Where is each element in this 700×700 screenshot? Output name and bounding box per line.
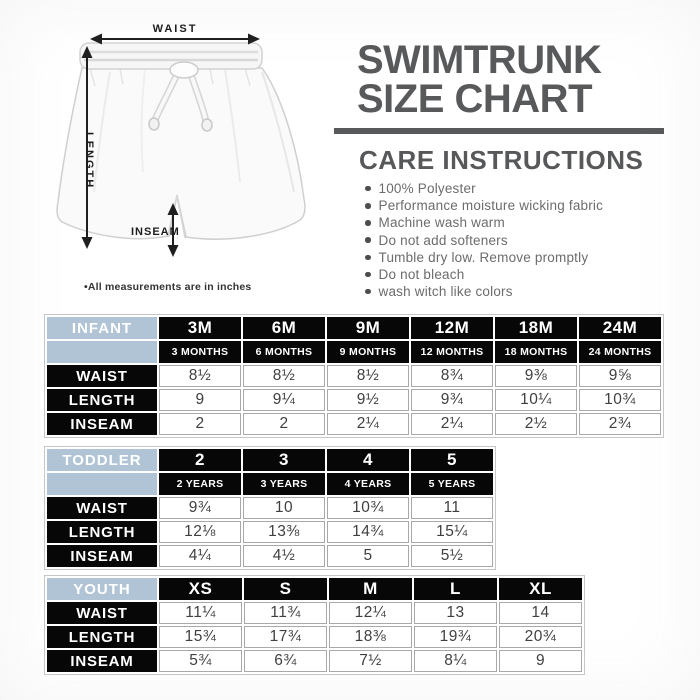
measurement-value-cell: 7½ [329, 650, 412, 672]
size-header-cell: S [244, 578, 327, 600]
size-header-cell: 6M [243, 317, 325, 339]
size-header-row [47, 578, 582, 600]
care-instruction-item [365, 249, 603, 266]
size-subtitle-cell: 3 MONTHS [159, 341, 241, 363]
title-line-1: SWIMTRUNK [357, 38, 602, 82]
size-header-cell: 12M [411, 317, 493, 339]
page-title [357, 38, 677, 121]
size-header-cell: 3M [159, 317, 241, 339]
measurement-value-cell: 14¾ [327, 521, 409, 543]
measurement-value-cell: 9¼ [243, 389, 325, 411]
group-label-cell: INFANT [47, 317, 157, 339]
measurement-value-cell: 8½ [159, 365, 241, 387]
measurement-value-cell: 11 [411, 497, 493, 519]
measurement-value-cell: 4¼ [159, 545, 241, 567]
measurement-value-cell: 6¾ [244, 650, 327, 672]
size-header-cell: 9M [327, 317, 409, 339]
measure-row-label: LENGTH [47, 521, 157, 543]
measurement-value-cell: 5¾ [159, 650, 242, 672]
measurement-value-cell: 2 [243, 413, 325, 435]
care-instruction-text: Do not add softeners [378, 232, 508, 248]
table-row [47, 389, 661, 411]
measurement-value-cell: 2¼ [327, 413, 409, 435]
size-header-cell: L [414, 578, 497, 600]
size-subtitle-cell: 24 MONTHS [579, 341, 661, 363]
care-instruction-item [365, 180, 603, 197]
care-instruction-item [365, 214, 603, 231]
measurement-value-cell: 9½ [327, 389, 409, 411]
length-measurement-label: LENGTH [83, 132, 95, 190]
table-row [47, 413, 661, 435]
measurement-value-cell: 5 [327, 545, 409, 567]
measure-row-label: LENGTH [47, 389, 157, 411]
measurement-value-cell: 2 [159, 413, 241, 435]
title-underline-rule [334, 128, 664, 134]
size-subtitle-cell: 18 MONTHS [495, 341, 577, 363]
bullet-dot-icon [365, 237, 371, 243]
care-instructions-heading: CARE INSTRUCTIONS [359, 145, 644, 175]
inseam-measurement-label: INSEAM [131, 226, 180, 238]
measurement-value-cell: 8¾ [411, 365, 493, 387]
size-header-cell: XL [499, 578, 582, 600]
measurement-value-cell: 8½ [243, 365, 325, 387]
measurement-value-cell: 8½ [327, 365, 409, 387]
bullet-dot-icon [365, 220, 371, 226]
measurement-value-cell: 8¼ [414, 650, 497, 672]
care-instruction-item [365, 197, 603, 214]
size-subtitle-cell: 3 YEARS [243, 473, 325, 495]
table-row [47, 626, 582, 648]
table-row [47, 602, 582, 624]
size-header-cell: XS [159, 578, 242, 600]
size-header-cell: 24M [579, 317, 661, 339]
bullet-dot-icon [365, 203, 371, 209]
measurement-value-cell: 9⅜ [495, 365, 577, 387]
table-row [47, 365, 661, 387]
measurement-value-cell: 11¼ [159, 602, 242, 624]
size-header-row [47, 317, 661, 339]
bullet-dot-icon [365, 186, 371, 192]
size-subtitle-row [47, 341, 661, 363]
size-subtitle-cell: 9 MONTHS [327, 341, 409, 363]
youth-size-table [44, 575, 585, 675]
measurement-value-cell: 9 [159, 389, 241, 411]
measure-row-label: WAIST [47, 602, 157, 624]
size-subtitle-cell: 12 MONTHS [411, 341, 493, 363]
care-instruction-text: Do not bleach [378, 267, 465, 283]
bullet-dot-icon [365, 255, 371, 261]
care-instruction-item [365, 283, 603, 300]
measurement-value-cell: 15¾ [159, 626, 242, 648]
measure-row-label: INSEAM [47, 650, 157, 672]
measure-row-label: LENGTH [47, 626, 157, 648]
empty-header-cell [47, 341, 157, 363]
care-instruction-text: 100% Polyester [378, 181, 476, 197]
size-subtitle-cell: 2 YEARS [159, 473, 241, 495]
table-row [47, 497, 493, 519]
measurement-value-cell: 9⅝ [579, 365, 661, 387]
size-header-cell: 4 [327, 449, 409, 471]
size-subtitle-cell: 4 YEARS [327, 473, 409, 495]
measurement-value-cell: 13⅜ [243, 521, 325, 543]
empty-header-cell [47, 473, 157, 495]
measure-row-label: WAIST [47, 365, 157, 387]
measure-row-label: WAIST [47, 497, 157, 519]
bullet-dot-icon [365, 289, 371, 295]
measurement-value-cell: 9¾ [411, 389, 493, 411]
measurement-value-cell: 10¾ [579, 389, 661, 411]
title-line-2: SIZE CHART [357, 77, 592, 121]
size-header-cell: 5 [411, 449, 493, 471]
measurement-value-cell: 12¼ [329, 602, 412, 624]
measure-row-label: INSEAM [47, 413, 157, 435]
measurement-value-cell: 13 [414, 602, 497, 624]
group-label-cell: YOUTH [47, 578, 157, 600]
measurement-value-cell: 2½ [495, 413, 577, 435]
table-row [47, 521, 493, 543]
size-subtitle-row [47, 473, 493, 495]
size-header-cell: 2 [159, 449, 241, 471]
measurement-value-cell: 5½ [411, 545, 493, 567]
measurement-value-cell: 17¾ [244, 626, 327, 648]
care-instruction-item [365, 266, 603, 283]
size-subtitle-cell: 5 YEARS [411, 473, 493, 495]
bullet-dot-icon [365, 272, 371, 278]
infant-size-table [44, 314, 664, 438]
measurement-value-cell: 20¾ [499, 626, 582, 648]
measurement-value-cell: 14 [499, 602, 582, 624]
measurement-value-cell: 2¼ [411, 413, 493, 435]
care-instruction-text: Tumble dry low. Remove promptly [378, 249, 589, 265]
care-instruction-text: Machine wash warm [378, 215, 505, 231]
size-subtitle-cell: 6 MONTHS [243, 341, 325, 363]
measurement-value-cell: 15¼ [411, 521, 493, 543]
size-header-cell: M [329, 578, 412, 600]
measure-row-label: INSEAM [47, 545, 157, 567]
care-instruction-item [365, 232, 603, 249]
care-instruction-text: wash witch like colors [378, 284, 513, 300]
care-instructions-list [365, 180, 603, 300]
measurement-value-cell: 2¾ [579, 413, 661, 435]
measurements-note: •All measurements are in inches [84, 281, 252, 293]
size-header-cell: 3 [243, 449, 325, 471]
care-instruction-text: Performance moisture wicking fabric [378, 198, 604, 214]
toddler-size-table [44, 446, 496, 570]
measurement-value-cell: 19¾ [414, 626, 497, 648]
measurement-value-cell: 10 [243, 497, 325, 519]
measurement-value-cell: 12⅛ [159, 521, 241, 543]
table-row [47, 650, 582, 672]
shorts-waistband [80, 43, 262, 69]
waist-measurement-label: WAIST [152, 23, 198, 35]
table-row [47, 545, 493, 567]
measurement-value-cell: 18⅜ [329, 626, 412, 648]
measurement-value-cell: 11¾ [244, 602, 327, 624]
measurement-value-cell: 10¾ [327, 497, 409, 519]
group-label-cell: TODDLER [47, 449, 157, 471]
size-header-row [47, 449, 493, 471]
measurement-value-cell: 4½ [243, 545, 325, 567]
measurement-value-cell: 10¼ [495, 389, 577, 411]
measurement-value-cell: 9¾ [159, 497, 241, 519]
measurement-value-cell: 9 [499, 650, 582, 672]
size-header-cell: 18M [495, 317, 577, 339]
